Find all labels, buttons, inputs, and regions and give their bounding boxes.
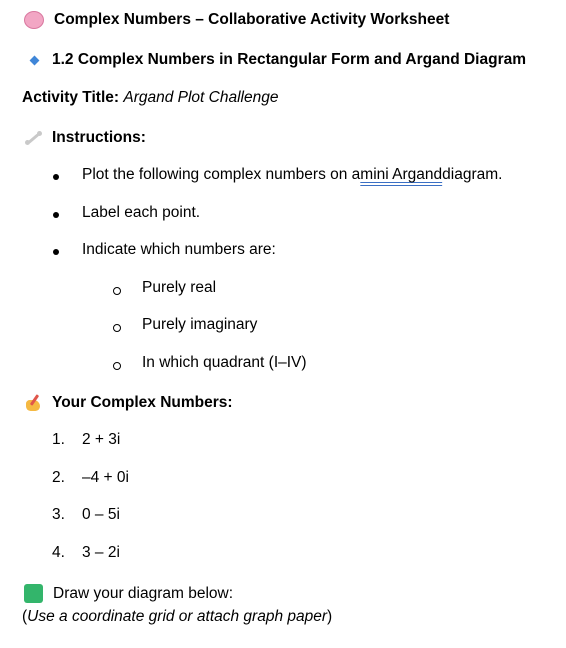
green-square-icon [24,584,43,603]
instruction-item-label: Label each point. [82,204,201,221]
subitem-purely-real: Purely real [142,279,217,296]
brain-icon [24,11,44,29]
blue-diamond-icon [30,55,40,65]
circle-bullet-icon [113,324,121,332]
bullet-icon [53,249,59,255]
list-item: 3. 0 – 5i [52,506,120,523]
diagram-prompt-line [24,584,233,603]
instructions-heading: Instructions: [52,129,146,146]
activity-title-label: Activity Title: [22,89,120,106]
diagram-note: Use a coordinate grid or attach graph paper [27,608,328,625]
worksheet-title-line [24,11,449,29]
worksheet-title: Complex Numbers – Collaborative Activity Worksheet [54,11,450,28]
subitem-purely-imaginary: Purely imaginary [142,316,258,333]
numbers-heading-line [24,394,233,412]
list-item: 1. 2 + 3i [52,431,121,448]
circle-bullet-icon [113,362,121,370]
writing-hand-icon [24,394,42,412]
numbers-heading: Your Complex Numbers: [52,394,233,411]
list-item: 2. –4 + 0i [52,469,129,486]
activity-title-line [22,89,278,107]
bone-icon [24,129,42,147]
activity-title: Argand Plot Challenge [123,89,279,106]
instructions-heading-line [24,129,146,147]
subitem-quadrant: In which quadrant (I–IV) [142,354,307,371]
mini-argand-link: mini Argand [360,166,443,183]
diagram-prompt: Draw your diagram below: [53,584,234,602]
list-item: 4. 3 – 2i [52,544,120,561]
section-heading: 1.2 Complex Numbers in Rectangular Form and Argand Diagram [52,51,526,68]
instruction-item-indicate: Indicate which numbers are: [82,241,276,258]
bullet-icon [53,212,59,218]
circle-bullet-icon [113,287,121,295]
instruction-item-plot: Plot the following complex numbers on a mini Argand diagram. [82,166,503,183]
bullet-icon [53,174,59,180]
section-heading-line [27,51,526,69]
diagram-note-line: ( Use a coordinate grid or attach graph paper ) [22,608,333,625]
